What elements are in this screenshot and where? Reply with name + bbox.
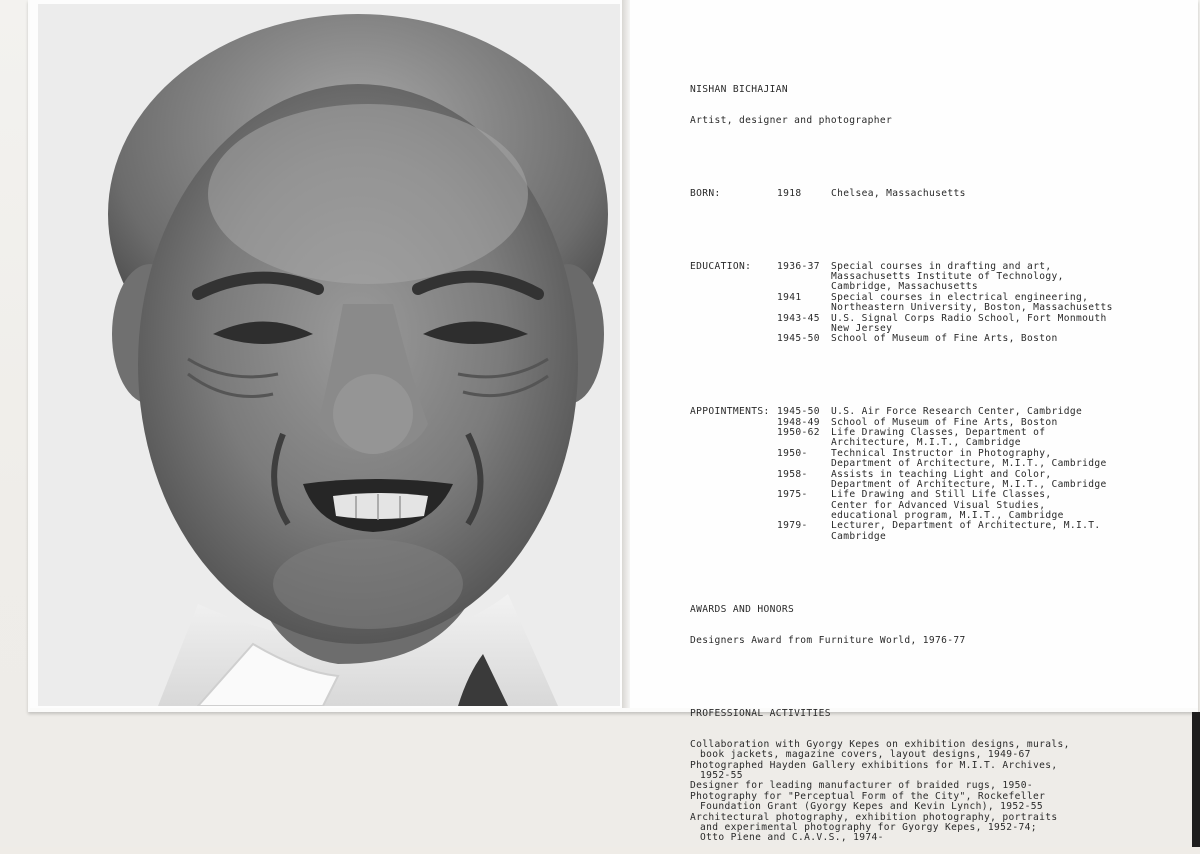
- activities-list: [690, 740, 1170, 844]
- education-year: 1945-50: [777, 333, 820, 345]
- activity-line: Foundation Grant (Gyorgy Kepes and Kevin Lynch), 1952-55: [700, 801, 1044, 813]
- education-row: [690, 314, 1170, 324]
- education-year: [777, 272, 831, 282]
- appointment-year: 1975-: [777, 489, 808, 501]
- appointment-text: educational program, M.I.T., Cambridge: [831, 510, 1064, 522]
- scan-edge: [1192, 712, 1200, 847]
- portrait-photo: [38, 4, 620, 706]
- education-label: [690, 293, 777, 303]
- appointment-text: Technical Instructor in Photography,: [831, 447, 1052, 459]
- appointment-label: [690, 532, 777, 542]
- appointment-label: APPOINTMENTS:: [690, 406, 770, 418]
- appointment-text: Life Drawing and Still Life Classes,: [831, 489, 1052, 501]
- education-year: 1941: [777, 291, 802, 303]
- appointment-year: 1950-: [777, 447, 808, 459]
- born-label: BORN:: [690, 187, 721, 199]
- education-label: [690, 282, 777, 292]
- education-label: [690, 314, 777, 324]
- appointment-row: [690, 459, 1170, 469]
- appointment-label: [690, 521, 777, 531]
- appointment-text: Lecturer, Department of Architecture, M.I.T.: [831, 520, 1101, 532]
- appointment-text: Department of Architecture, M.I.T., Cambridge: [831, 458, 1107, 470]
- appointment-text: Life Drawing Classes, Department of: [831, 426, 1046, 438]
- education-section: [690, 262, 1170, 345]
- appointment-year: 1948-49: [777, 416, 820, 428]
- appointment-label: [690, 459, 777, 469]
- appointment-year: [777, 532, 831, 542]
- education-year: 1943-45: [777, 312, 820, 324]
- appointment-text: Architecture, M.I.T., Cambridge: [831, 437, 1021, 449]
- appointment-label: [690, 418, 777, 428]
- awards-heading: AWARDS AND HONORS: [690, 603, 795, 615]
- appointment-year: 1950-62: [777, 426, 820, 438]
- appointment-row: [690, 521, 1170, 531]
- book-gutter: [622, 0, 630, 708]
- artist-name: NISHAN BICHAJIAN: [690, 83, 789, 95]
- activity-line: Photography for "Perceptual Form of the City", Rockefeller: [690, 790, 1046, 802]
- education-text: New Jersey: [831, 322, 893, 334]
- education-text: U.S. Signal Corps Radio School, Fort Monmouth: [831, 312, 1107, 324]
- activity-line: book jackets, magazine covers, layout designs, 1949-67: [700, 749, 1031, 761]
- portrait-image: [38, 4, 620, 706]
- education-label: [690, 334, 777, 344]
- appointment-year: 1945-50: [777, 406, 820, 418]
- activity-line: and experimental photography for Gyorgy Kepes, 1952-74;: [700, 822, 1037, 834]
- education-text: Northeastern University, Boston, Massachusetts: [831, 302, 1113, 314]
- appointment-row: [690, 532, 1170, 542]
- awards-text: Designers Award from Furniture World, 1976-77: [690, 634, 966, 646]
- born-year: 1918: [777, 187, 802, 199]
- activities-heading: PROFESSIONAL ACTIVITIES: [690, 707, 831, 719]
- appointment-text: Assists in teaching Light and Color,: [831, 468, 1052, 480]
- appointment-year: 1979-: [777, 520, 808, 532]
- appointment-label: [690, 490, 777, 500]
- appointment-year: [777, 501, 831, 511]
- education-text: Special courses in drafting and art,: [831, 260, 1052, 272]
- education-label: [690, 324, 777, 334]
- education-text: Cambridge, Massachusetts: [831, 281, 979, 293]
- appointment-label: [690, 511, 777, 521]
- appointment-text: Cambridge: [831, 530, 887, 542]
- activity-line: Otto Piene and C.A.V.S., 1974-: [700, 832, 884, 844]
- education-label: [690, 303, 777, 313]
- appointment-year: 1958-: [777, 468, 808, 480]
- appointment-text: School of Museum of Fine Arts, Boston: [831, 416, 1058, 428]
- appointment-label: [690, 428, 777, 438]
- appointment-text: Center for Advanced Visual Studies,: [831, 499, 1046, 511]
- biography-text: [690, 64, 1170, 854]
- education-label: EDUCATION:: [690, 260, 752, 272]
- artist-subtitle: Artist, designer and photographer: [690, 115, 893, 127]
- appointment-year: [777, 459, 831, 469]
- education-text: Massachusetts Institute of Technology,: [831, 271, 1064, 283]
- appointments-section: [690, 407, 1170, 542]
- education-text: School of Museum of Fine Arts, Boston: [831, 333, 1058, 345]
- education-label: [690, 272, 777, 282]
- appointment-label: [690, 480, 777, 490]
- activity-line: Photographed Hayden Gallery exhibitions for M.I.T. Archives,: [690, 759, 1058, 771]
- education-row: [690, 334, 1170, 344]
- appointment-text: Department of Architecture, M.I.T., Cambridge: [831, 478, 1107, 490]
- appointment-label: [690, 470, 777, 480]
- activity-line: 1952-55: [700, 770, 743, 782]
- education-year: 1936-37: [777, 260, 820, 272]
- education-text: Special courses in electrical engineering,: [831, 291, 1089, 303]
- appointment-label: [690, 438, 777, 448]
- appointment-label: [690, 449, 777, 459]
- activity-line: Architectural photography, exhibition photography, portraits: [690, 811, 1058, 823]
- activity-line: Collaboration with Gyorgy Kepes on exhibition designs, murals,: [690, 738, 1070, 750]
- left-page: [30, 0, 627, 708]
- activity-line: Designer for leading manufacturer of braided rugs, 1950-: [690, 780, 1034, 792]
- born-row: [690, 189, 1170, 199]
- appointment-text: U.S. Air Force Research Center, Cambridge: [831, 406, 1083, 418]
- appointment-label: [690, 501, 777, 511]
- born-place: Chelsea, Massachusetts: [831, 187, 966, 199]
